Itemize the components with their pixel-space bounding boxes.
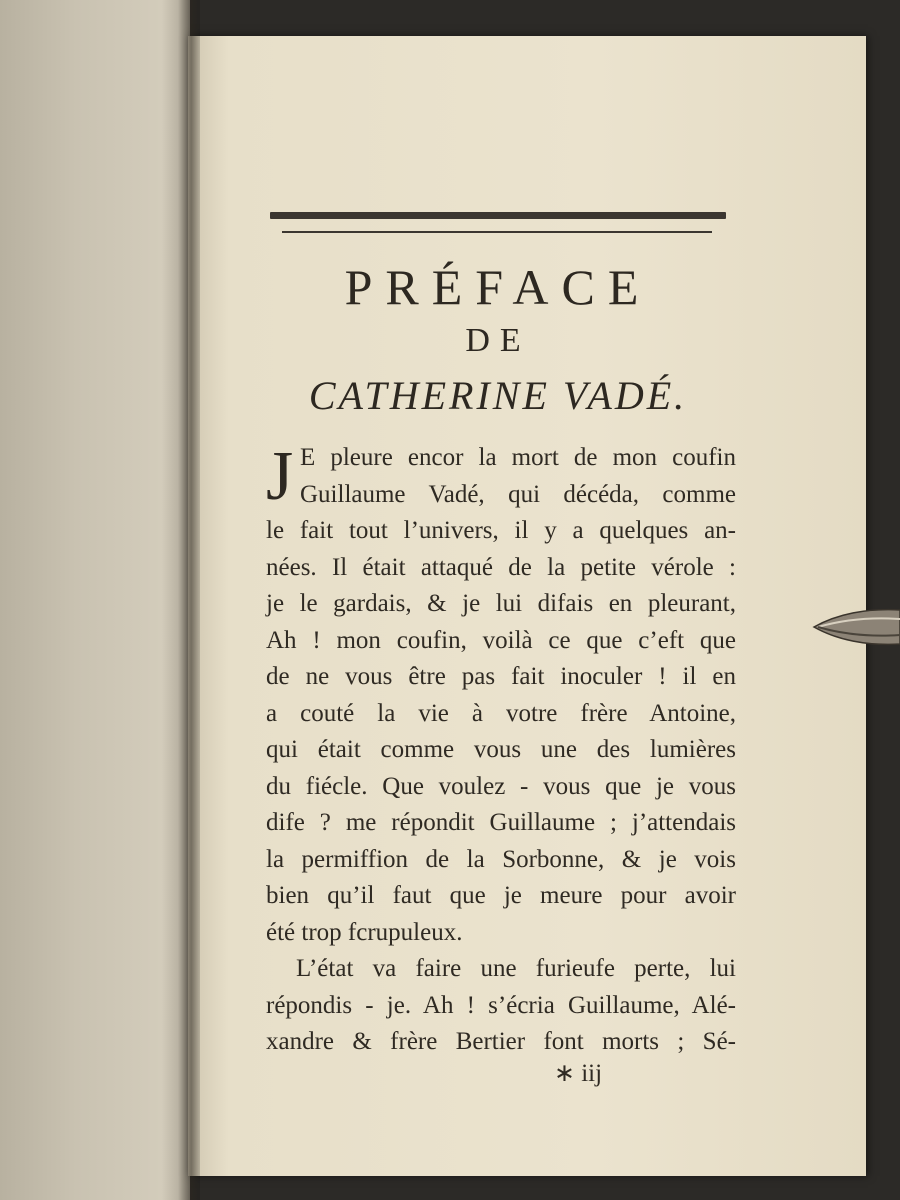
text-line: la permiffion de la Sorbonne, & je vois bbox=[266, 845, 736, 873]
title-preposition: DE bbox=[465, 322, 531, 359]
text-line: répondis - je. Ah ! s’écria Guillaume, Alé- bbox=[266, 991, 736, 1019]
body-text bbox=[266, 440, 736, 1061]
text-line: qui était comme vous une des lumières bbox=[266, 736, 736, 763]
text-line: dife ? me répondit Guillaume ; j’attendais bbox=[266, 809, 736, 836]
book-spine bbox=[178, 0, 200, 1200]
page-clip-pointer-icon bbox=[812, 604, 900, 650]
text-line: nées. Il était attaqué de la petite vérole : bbox=[266, 553, 736, 581]
text-line: a couté la vie à votre frère Antoine, bbox=[266, 699, 736, 727]
drop-cap: J bbox=[266, 438, 294, 515]
text-line: xandre & frère Bertier font morts ; Sé- bbox=[266, 1028, 736, 1055]
page-title: PRÉFACE bbox=[344, 259, 652, 315]
text-line: bien qu’il faut que je meure pour avoir bbox=[266, 882, 736, 909]
text-line: été trop fcrupuleux. bbox=[266, 918, 463, 946]
text-line: de ne vous être pas fait inoculer ! il en bbox=[266, 663, 736, 690]
text-line: L’état va faire une furieufe perte, lui bbox=[296, 955, 736, 982]
text-line: je le gardais, & je lui difais en pleurant, bbox=[266, 590, 736, 617]
text-line: E pleure encor la mort de mon coufin bbox=[300, 444, 736, 471]
text-line: du fiécle. Que voulez - vous que je vous bbox=[266, 772, 736, 800]
text-line: Guillaume Vadé, qui décéda, comme bbox=[300, 480, 736, 508]
author-name: CATHERINE VADÉ. bbox=[308, 373, 688, 418]
text-line: le fait tout l’univers, il y a quelques an- bbox=[266, 517, 736, 544]
signature-mark: ∗ iij bbox=[554, 1060, 603, 1087]
left-page bbox=[0, 0, 190, 1200]
text-line: Ah ! mon coufin, voilà ce que c’eft que bbox=[266, 626, 736, 654]
header-rule-thin bbox=[282, 231, 712, 233]
header-rule-thick bbox=[270, 212, 726, 219]
